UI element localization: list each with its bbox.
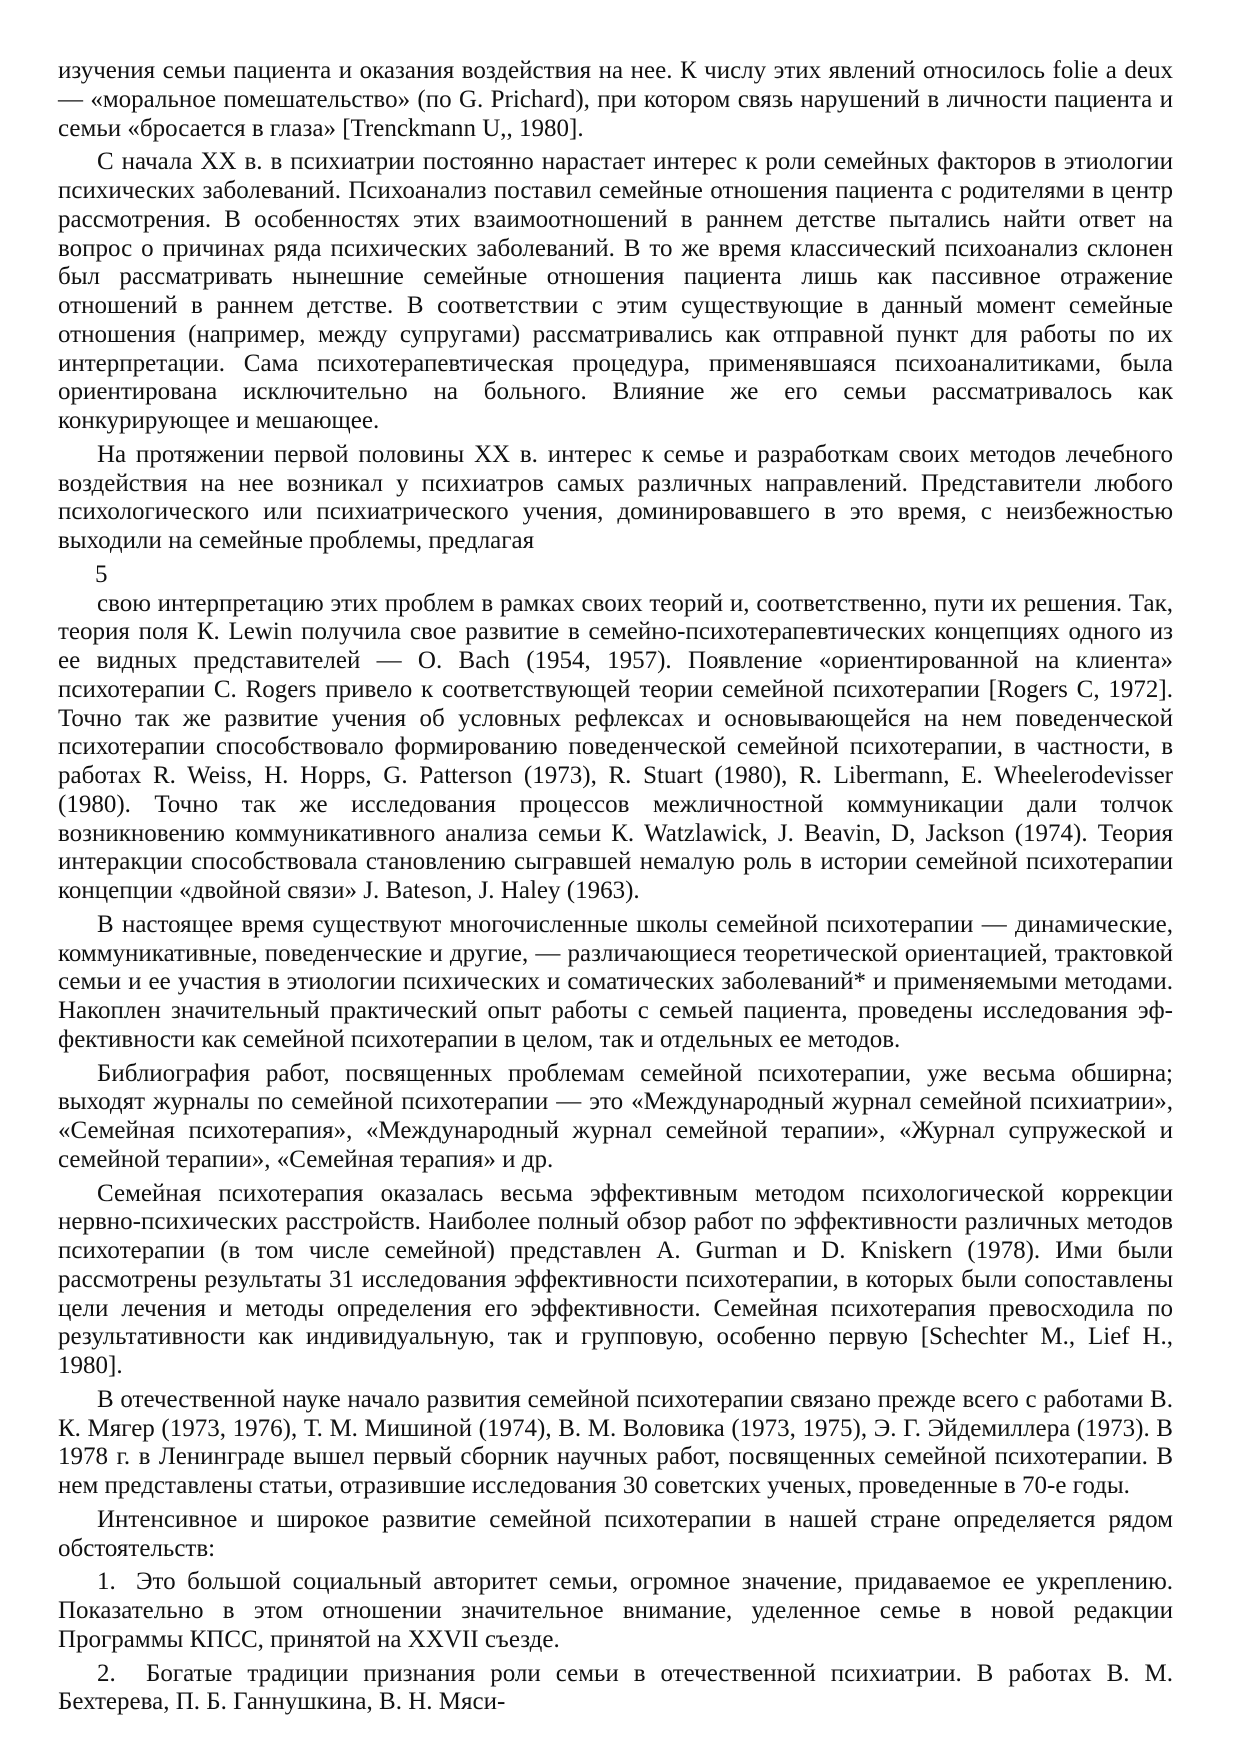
paragraph <box>58 1386 1173 1501</box>
text-line: отношений в раннем детстве. В соответствии с этим существующие в данный момент семейные <box>58 292 1173 319</box>
text-line: отношения (например, между супругами) рассматривались как отправной пункт для работы по их <box>58 320 1173 348</box>
text-line: ориентирована исключительно на больного. Влияние же его семьи рассматривалось как <box>58 378 1173 406</box>
list-item-text: Это большой социальный авторитет семьи, огромное значение, придаваемое ее укреплению. <box>136 1568 1173 1596</box>
paragraph <box>58 911 1173 1055</box>
text-line: рассмотрены результаты 31 исследования эффективности психотерапии, в которых были сопоставлены <box>58 1265 1173 1293</box>
text-line: Точно так же развитие учения об условных рефлексах и основывающейся на нем поведенческой <box>58 704 1173 732</box>
text-line: нервно-психических расстройств. Наиболее полный обзор работ по эффективности различных методов <box>58 1208 1173 1236</box>
text-line <box>58 1568 1173 1597</box>
text-line: вопрос о причинах ряда психических заболеваний. В то же время классический психоанализ склонен <box>58 234 1173 262</box>
text-line: «Семейная психотерапия», «Международный журнал семейной терапии», «Журнал супружеской и <box>58 1117 1173 1144</box>
text-line: выходят журналы по семейной психотерапии — это «Международный журнал семейной психиатрии», <box>58 1088 1173 1116</box>
text-line: рассмотрения. В особенностях этих взаимоотношений в раннем детстве пытались найти ответ на <box>58 205 1173 233</box>
text-line: коммуникативные, поведенческие и другие, — различающиеся теоретической ориентацией, трактовкой <box>58 939 1173 967</box>
text-line: К. Мягер (1973, 1976), Т. М. Мишиной (1974), В. М. Воловика (1973, 1975), Э. Г. Эйдемиллера (1973). В <box>58 1414 1173 1442</box>
text-line: нем представлены статьи, отразившие исследования 30 советских ученых, проведенные в 70-е годы. <box>58 1472 1130 1499</box>
text-line: Интенсивное и широкое развитие семейной психотерапии в нашей стране определяется рядом <box>97 1505 1173 1533</box>
text-line: обстоятельств: <box>58 1534 216 1562</box>
text-line: — «моральное помешательство» (по G. Prichard), при котором связь нарушений в личности пациента и <box>58 85 1173 113</box>
text-line: Программы КПСС, принятой на XXVII съезде. <box>58 1625 560 1653</box>
text-line: свою интерпретацию этих проблем в рамках своих теорий и, соответственно, пути их решения. Так, <box>97 589 1173 617</box>
text-line: психотерапии (в том числе семейной) представлен A. Gurman и D. Kniskern (1978). Ими были <box>58 1237 1173 1264</box>
document-page <box>58 57 1173 1717</box>
list-item <box>58 1568 1173 1654</box>
text-line: семьи «бросается в глаза» [Trenckmann U,, 1980]. <box>58 114 584 142</box>
text-line: Бехтерева, П. Б. Ганнушкина, В. Н. Мяси- <box>58 1688 506 1716</box>
paragraph <box>58 1060 1173 1175</box>
page-number-block <box>58 561 1173 590</box>
text-line: концепции «двойной связи» J. Bateson, J. Haley (1963). <box>58 877 640 904</box>
text-line: интерпретации. Сама психотерапевтическая процедура, применявшаяся психоаналитиками, была <box>58 349 1173 377</box>
text-line: цели лечения и методы определения его эффективности. Семейная психотерапия превосходила по <box>58 1294 1173 1322</box>
text-line: был рассматривать нынешние семейные отношения пациента лишь как пассивное отражение <box>58 263 1173 291</box>
paragraph <box>58 441 1173 556</box>
list-item-text: Богатые традиции признания роли семьи в отечественной психиатрии. В работах В. М. <box>146 1659 1173 1687</box>
text-line: возникновению коммуникативного анализа семьи К. Watzlawick, J. Beavin, D, Jackson (1974). Теория <box>58 819 1173 847</box>
text-line: конкурирующее и мешающее. <box>58 407 380 434</box>
list-number: 2. <box>97 1659 116 1687</box>
paragraph <box>58 590 1173 906</box>
text-line: психических заболеваний. Психоанализ поставил семейные отношения пациента с родителями в центр <box>58 177 1173 204</box>
text-line: Семейная психотерапия оказалась весьма эффективным методом психологической коррекции <box>97 1179 1173 1207</box>
text-line: психологического или психиатрического учения, доминировавшего в это время, с неизбежностью <box>58 498 1173 526</box>
text-line: С начала XX в. в психиатрии постоянно нарастает интерес к роли семейных факторов в этиологии <box>97 148 1173 176</box>
text-line: психотерапии С. Rogers привело к соответствующей теории семейной психотерапии [Rogers C, 1972]. <box>58 675 1173 703</box>
paragraph <box>58 1506 1173 1564</box>
paragraph <box>58 1180 1173 1381</box>
text-line: результативности как индивидуальную, так и групповую, особенно первую [Schechter M., Lief H., <box>58 1323 1173 1351</box>
text-line: семьи и ее участия в этиологии психических и соматических заболеваний* и применяемыми методами. <box>58 968 1173 996</box>
text-line: теория поля К. Lewin получила свое развитие в семейно-психотерапевтических концепциях одного из <box>58 618 1173 646</box>
text-line: На протяжении первой половины XX в. интерес к семье и разработкам своих методов лечебного <box>97 440 1173 468</box>
text-line: Библиография работ, посвященных проблемам семейной психотерапии, уже весьма обширна; <box>97 1059 1173 1087</box>
list-number: 1. <box>97 1568 116 1596</box>
text-line: семейной терапии», «Семейная терапия» и др. <box>58 1145 554 1173</box>
text-line: 1978 г. в Ленинграде вышел первый сборник научных работ, посвященных семейной психотерапии. В <box>58 1443 1173 1471</box>
text-line: 1980]. <box>58 1352 123 1379</box>
text-line: Накоплен значительный практический опыт работы с семьей пациента, проведены исследования эф- <box>58 997 1173 1024</box>
text-line: (1980). Точно так же исследования процессов межличностной коммуникации дали толчок <box>58 790 1173 818</box>
text-line: изучения семьи пациента и оказания воздействия на нее. К числу этих явлений относилось folie a deux <box>58 57 1173 84</box>
text-line: интеракции способствовала становлению сыгравшей немалую роль в истории семейной психотерапии <box>58 848 1173 876</box>
text-line: воздействия на нее возникал у психиатров самых различных направлений. Представители любого <box>58 469 1173 497</box>
paragraph <box>58 57 1173 143</box>
text-line: работах R. Weiss, H. Hopps, G. Patterson (1973), R. Stuart (1980), R. Libermann, E. Wheelerodevisser <box>58 762 1173 789</box>
text-line: ее видных представителей — О. Bach (1954, 1957). Появление «ориентированной на клиента» <box>58 647 1173 674</box>
list-item <box>58 1660 1173 1718</box>
text-line: В настоящее время существуют многочисленные школы семейной психотерапии — динамические, <box>97 910 1173 938</box>
page-number: 5 <box>95 560 108 588</box>
text-line: фективности как семейной психотерапии в целом, так и отдельных ее методов. <box>58 1025 901 1053</box>
paragraph <box>58 148 1173 436</box>
text-line: Показательно в этом отношении значительное внимание, уделенное семье в новой редакции <box>58 1597 1173 1624</box>
text-line <box>58 1660 1173 1689</box>
text-line: психотерапии способствовало формированию поведенческой семейной психотерапии, в частности, в <box>58 733 1173 761</box>
text-line: выходили на семейные проблемы, предлагая <box>58 527 535 554</box>
text-line: В отечественной науке начало развития семейной психотерапии связано прежде всего с работами В. <box>97 1385 1173 1413</box>
